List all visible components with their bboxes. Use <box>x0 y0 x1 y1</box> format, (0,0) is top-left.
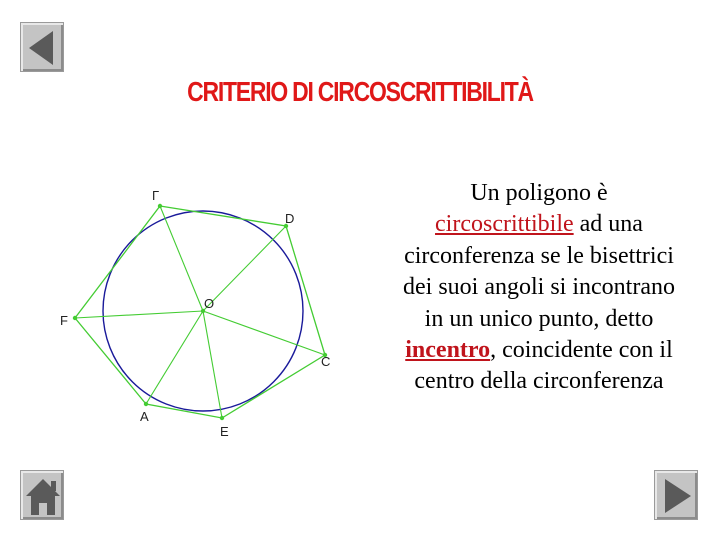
text-part-3: , coincidente con il centro della circonferenza <box>414 337 673 395</box>
page-title: CRITERIO DI CIRCOSCRITTIBILITÀ <box>187 76 533 107</box>
label-F: F <box>60 313 68 328</box>
text-part-2: ad una circonferenza se le bisettrici dei suoi angoli si incontrano in un unico punto, detto <box>403 211 675 332</box>
angle-bisectors <box>75 206 325 418</box>
label-E: E <box>220 424 229 439</box>
text-part-1: Un poligono è <box>470 180 608 206</box>
keyword-circoscrittibile: circoscrittibile <box>435 211 574 238</box>
keyword-incentro: incentro <box>405 337 491 364</box>
label-D: D <box>285 211 295 226</box>
polygon <box>75 206 325 418</box>
definition-text <box>392 178 686 398</box>
label-O: O <box>204 296 215 311</box>
label-gamma: Γ <box>152 188 160 203</box>
label-A: A <box>140 409 149 424</box>
label-C: C <box>321 354 331 369</box>
